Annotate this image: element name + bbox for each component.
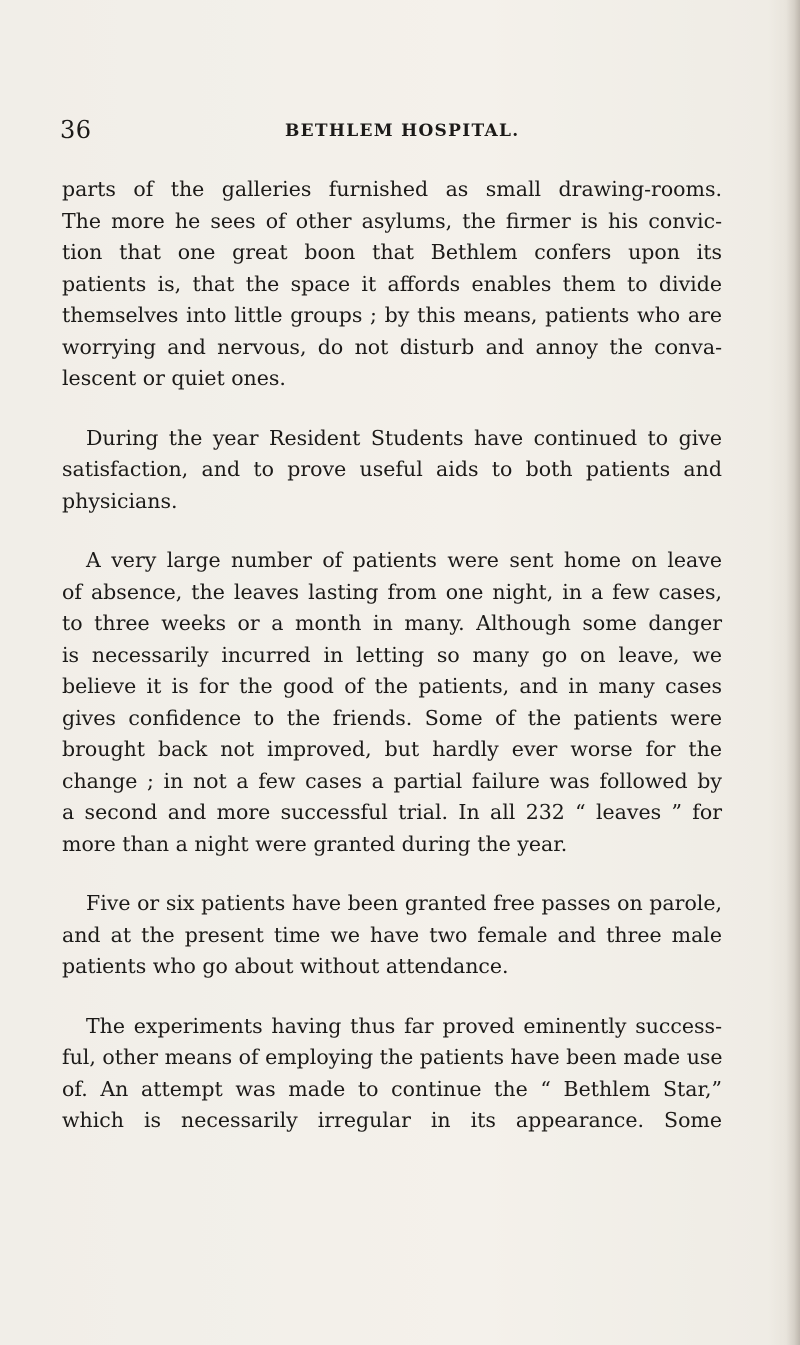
body-text [62, 174, 722, 1165]
text-line: of absence, the leaves lasting from one night, in a few cases, [62, 579, 722, 604]
text-line: themselves into little groups ; by this means, patients who are [62, 303, 722, 327]
text-line: change ; in not a few cases a partial failure was followed by [62, 768, 722, 793]
text-line: to three weeks or a month in many. Although some danger [62, 611, 722, 635]
text-line: is necessarily incurred in letting so many go on leave, we [62, 642, 722, 667]
text-line: During the year Resident Students have continued to give [86, 425, 722, 450]
text-line: physicians. [62, 488, 178, 513]
paragraph [62, 545, 722, 860]
running-title: BETHLEM HOSPITAL. [285, 121, 520, 141]
text-line: A very large number of patients were sent home on leave [86, 548, 722, 572]
text-line: worrying and nervous, do not disturb and annoy the conva- [62, 334, 722, 359]
paragraph [62, 423, 722, 518]
text-line: ful, other means of employing the patients have been made use [62, 1045, 723, 1069]
page-number: 36 [60, 116, 92, 144]
text-line: a second and more successful trial. In all 232 “ leaves ” for [62, 800, 722, 824]
page-edge-shadow [786, 0, 800, 1345]
text-line: Five or six patients have been granted free passes on parole, [86, 891, 722, 915]
text-line: more than a night were granted during the year. [62, 831, 568, 856]
text-line: believe it is for the good of the patients, and in many cases [62, 674, 722, 698]
text-line: lescent or quiet ones. [62, 366, 286, 390]
text-line: The experiments having thus far proved eminently success- [86, 1013, 722, 1038]
text-line: patients is, that the space it affords enables them to divide [62, 271, 722, 296]
text-line: which is necessarily irregular in its appearance. Some [62, 1108, 722, 1132]
text-line: brought back not improved, but hardly ever worse for the [62, 737, 722, 761]
text-line: parts of the galleries furnished as small drawing-rooms. [62, 177, 722, 201]
paragraph [62, 1011, 722, 1137]
text-line: The more he sees of other asylums, the firmer is his convic- [62, 208, 722, 233]
text-line: tion that one great boon that Bethlem confers upon its [62, 240, 722, 264]
text-line: satisfaction, and to prove useful aids to both patients and [62, 457, 722, 481]
text-line: patients who go about without attendance. [62, 954, 509, 978]
text-line: gives confidence to the friends. Some of the patients were [62, 705, 722, 730]
paragraph [62, 174, 722, 395]
paragraph [62, 888, 722, 983]
text-line: and at the present time we have two female and three male [62, 922, 722, 947]
text-line: of. An attempt was made to continue the “ Bethlem Star,” [62, 1076, 722, 1101]
